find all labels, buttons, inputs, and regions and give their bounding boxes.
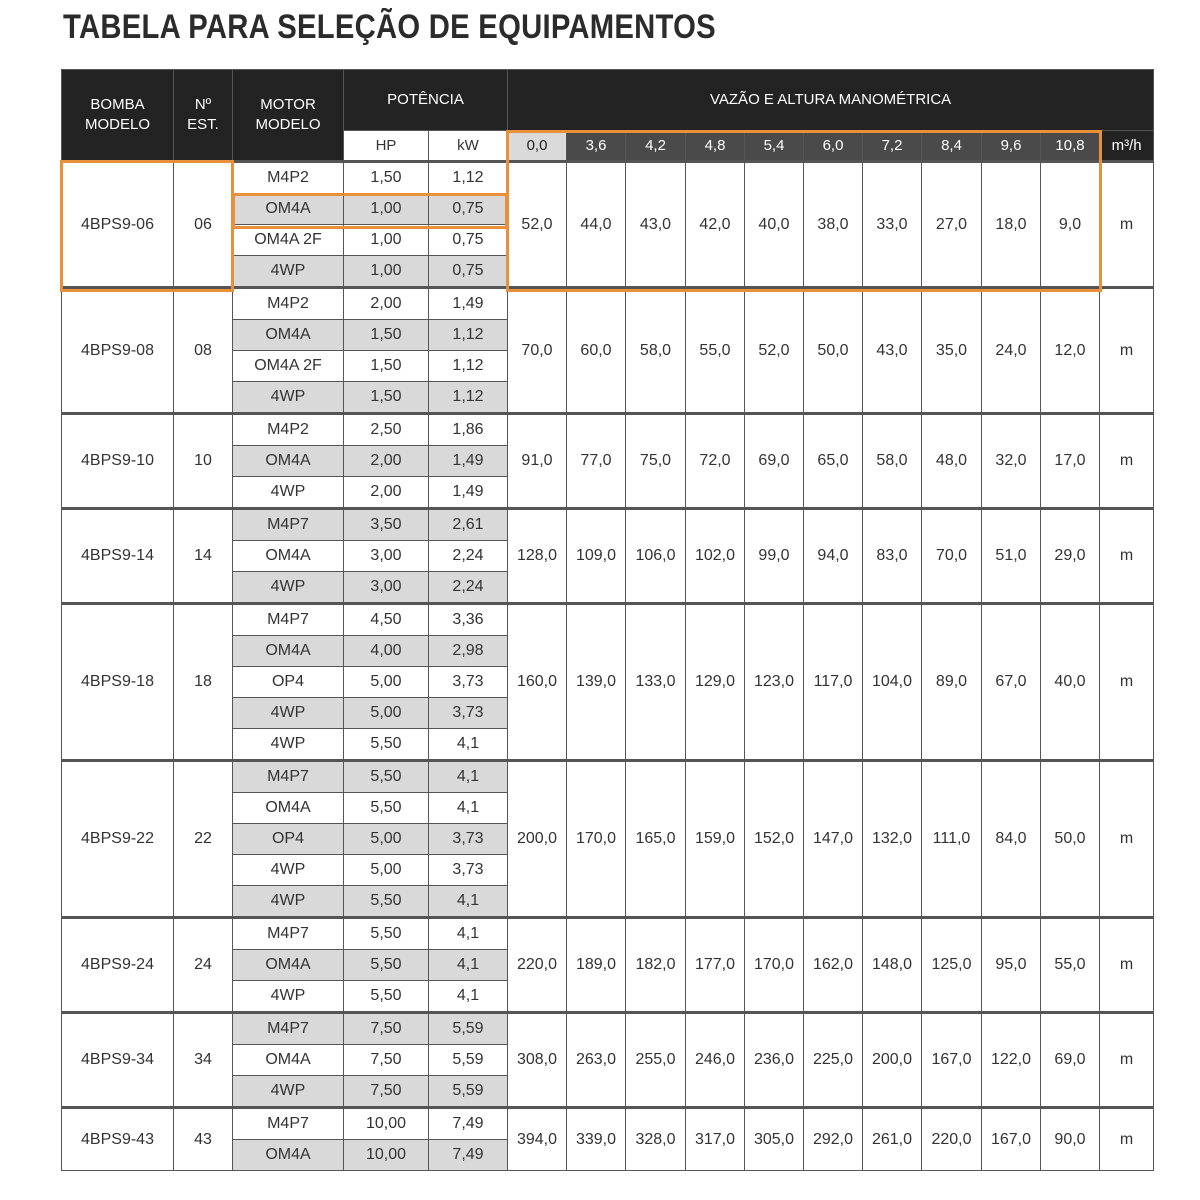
power-hp-cell: 10,00 (344, 1140, 429, 1171)
head-value-cell: 55,0 (1041, 918, 1100, 1013)
header-flow-4: 5,4 (745, 131, 804, 162)
power-kw-cell: 4,1 (429, 981, 508, 1013)
head-value-cell: 139,0 (567, 604, 626, 761)
motor-model-cell: M4P2 (233, 162, 344, 194)
power-kw-cell: 1,86 (429, 414, 508, 446)
motor-model-cell: M4P7 (233, 604, 344, 636)
stage-count-cell: 24 (174, 918, 233, 1013)
head-value-cell: 24,0 (982, 288, 1041, 414)
head-value-cell: 38,0 (804, 162, 863, 288)
power-hp-cell: 1,50 (344, 382, 429, 414)
head-value-cell: 40,0 (745, 162, 804, 288)
header-est-line2: EST. (187, 116, 219, 133)
head-value-cell: 160,0 (508, 604, 567, 761)
head-value-cell: 70,0 (922, 509, 982, 604)
motor-model-cell: 4WP (233, 477, 344, 509)
motor-model-cell: M4P7 (233, 1108, 344, 1140)
power-hp-cell: 7,50 (344, 1045, 429, 1076)
motor-model-cell: OM4A (233, 1045, 344, 1076)
head-value-cell: 132,0 (863, 761, 922, 918)
head-value-cell: 125,0 (922, 918, 982, 1013)
head-value-cell: 29,0 (1041, 509, 1100, 604)
power-hp-cell: 1,00 (344, 194, 429, 225)
head-value-cell: 90,0 (1041, 1108, 1100, 1171)
power-kw-cell: 1,49 (429, 446, 508, 477)
head-value-cell: 84,0 (982, 761, 1041, 918)
power-kw-cell: 4,1 (429, 761, 508, 793)
head-value-cell: 43,0 (626, 162, 686, 288)
head-value-cell: 189,0 (567, 918, 626, 1013)
motor-model-cell: OP4 (233, 667, 344, 698)
power-hp-cell: 5,50 (344, 793, 429, 824)
motor-model-cell: OM4A (233, 950, 344, 981)
head-value-cell: 261,0 (863, 1108, 922, 1171)
head-value-cell: 170,0 (745, 918, 804, 1013)
header-hp: HP (344, 131, 429, 162)
head-value-cell: 52,0 (745, 288, 804, 414)
head-unit-cell: m (1100, 761, 1154, 918)
power-kw-cell: 3,73 (429, 667, 508, 698)
table-row (62, 1013, 1154, 1045)
motor-model-cell: OM4A (233, 194, 344, 225)
power-kw-cell: 1,12 (429, 351, 508, 382)
power-hp-cell: 10,00 (344, 1108, 429, 1140)
power-hp-cell: 5,50 (344, 918, 429, 950)
power-kw-cell: 4,1 (429, 950, 508, 981)
head-value-cell: 43,0 (863, 288, 922, 414)
head-value-cell: 246,0 (686, 1013, 745, 1108)
power-hp-cell: 5,50 (344, 761, 429, 793)
head-value-cell: 129,0 (686, 604, 745, 761)
motor-model-cell: 4WP (233, 256, 344, 288)
table-row (62, 918, 1154, 950)
power-kw-cell: 1,49 (429, 288, 508, 320)
power-hp-cell: 3,00 (344, 541, 429, 572)
head-value-cell: 42,0 (686, 162, 745, 288)
head-unit-cell: m (1100, 1013, 1154, 1108)
motor-model-cell: 4WP (233, 886, 344, 918)
motor-model-cell: M4P2 (233, 288, 344, 320)
head-value-cell: 162,0 (804, 918, 863, 1013)
head-value-cell: 12,0 (1041, 288, 1100, 414)
table-row (62, 761, 1154, 793)
head-value-cell: 308,0 (508, 1013, 567, 1108)
power-hp-cell: 7,50 (344, 1013, 429, 1045)
power-hp-cell: 5,50 (344, 981, 429, 1013)
head-value-cell: 159,0 (686, 761, 745, 918)
power-hp-cell: 3,00 (344, 572, 429, 604)
power-kw-cell: 2,61 (429, 509, 508, 541)
power-hp-cell: 1,50 (344, 162, 429, 194)
header-motor-line1: MOTOR (260, 96, 316, 113)
stage-count-cell: 22 (174, 761, 233, 918)
power-hp-cell: 1,50 (344, 320, 429, 351)
header-flow-5: 6,0 (804, 131, 863, 162)
stage-count-cell: 10 (174, 414, 233, 509)
head-value-cell: 339,0 (567, 1108, 626, 1171)
head-value-cell: 27,0 (922, 162, 982, 288)
head-value-cell: 95,0 (982, 918, 1041, 1013)
motor-model-cell: 4WP (233, 1076, 344, 1108)
head-value-cell: 83,0 (863, 509, 922, 604)
head-value-cell: 328,0 (626, 1108, 686, 1171)
motor-model-cell: 4WP (233, 382, 344, 414)
head-unit-cell: m (1100, 288, 1154, 414)
power-hp-cell: 7,50 (344, 1076, 429, 1108)
motor-model-cell: OM4A (233, 793, 344, 824)
head-value-cell: 9,0 (1041, 162, 1100, 288)
stage-count-cell: 06 (174, 162, 233, 288)
header-bomba-line2: MODELO (84, 116, 150, 133)
stage-count-cell: 08 (174, 288, 233, 414)
stage-count-cell: 34 (174, 1013, 233, 1108)
head-value-cell: 104,0 (863, 604, 922, 761)
header-bomba-line1: BOMBA (90, 96, 145, 113)
power-kw-cell: 4,1 (429, 729, 508, 761)
power-hp-cell: 2,00 (344, 446, 429, 477)
head-value-cell: 106,0 (626, 509, 686, 604)
power-hp-cell: 5,50 (344, 886, 429, 918)
pump-model-cell: 4BPS9-06 (62, 162, 174, 288)
head-value-cell: 220,0 (508, 918, 567, 1013)
header-kw: kW (429, 131, 508, 162)
motor-model-cell: OM4A (233, 541, 344, 572)
head-value-cell: 177,0 (686, 918, 745, 1013)
head-value-cell: 40,0 (1041, 604, 1100, 761)
header-flow-2: 4,2 (626, 131, 686, 162)
head-value-cell: 52,0 (508, 162, 567, 288)
header-vazao: VAZÃO E ALTURA MANOMÉTRICA (508, 70, 1154, 131)
head-value-cell: 317,0 (686, 1108, 745, 1171)
power-kw-cell: 3,36 (429, 604, 508, 636)
head-value-cell: 117,0 (804, 604, 863, 761)
head-value-cell: 263,0 (567, 1013, 626, 1108)
power-kw-cell: 7,49 (429, 1108, 508, 1140)
head-value-cell: 75,0 (626, 414, 686, 509)
power-kw-cell: 5,59 (429, 1076, 508, 1108)
power-hp-cell: 5,00 (344, 824, 429, 855)
power-kw-cell: 1,12 (429, 320, 508, 351)
table-row (62, 288, 1154, 320)
motor-model-cell: M4P7 (233, 1013, 344, 1045)
motor-model-cell: 4WP (233, 855, 344, 886)
head-value-cell: 147,0 (804, 761, 863, 918)
head-unit-cell: m (1100, 414, 1154, 509)
power-kw-cell: 5,59 (429, 1045, 508, 1076)
power-kw-cell: 3,73 (429, 855, 508, 886)
head-value-cell: 67,0 (982, 604, 1041, 761)
power-kw-cell: 5,59 (429, 1013, 508, 1045)
power-hp-cell: 4,50 (344, 604, 429, 636)
head-value-cell: 60,0 (567, 288, 626, 414)
power-kw-cell: 4,1 (429, 918, 508, 950)
power-kw-cell: 2,98 (429, 636, 508, 667)
header-flow-9: 10,8 (1041, 131, 1100, 162)
power-hp-cell: 5,00 (344, 698, 429, 729)
head-value-cell: 220,0 (922, 1108, 982, 1171)
head-value-cell: 305,0 (745, 1108, 804, 1171)
motor-model-cell: 4WP (233, 729, 344, 761)
table-row (62, 162, 1154, 194)
power-kw-cell: 1,49 (429, 477, 508, 509)
motor-model-cell: OM4A (233, 636, 344, 667)
head-value-cell: 72,0 (686, 414, 745, 509)
pump-model-cell: 4BPS9-24 (62, 918, 174, 1013)
motor-model-cell: OM4A 2F (233, 351, 344, 382)
head-value-cell: 255,0 (626, 1013, 686, 1108)
power-kw-cell: 0,75 (429, 256, 508, 288)
power-kw-cell: 3,73 (429, 824, 508, 855)
head-value-cell: 44,0 (567, 162, 626, 288)
power-kw-cell: 1,12 (429, 382, 508, 414)
head-value-cell: 51,0 (982, 509, 1041, 604)
motor-model-cell: 4WP (233, 981, 344, 1013)
power-kw-cell: 1,12 (429, 162, 508, 194)
head-value-cell: 48,0 (922, 414, 982, 509)
motor-model-cell: OM4A (233, 320, 344, 351)
head-value-cell: 182,0 (626, 918, 686, 1013)
motor-model-cell: 4WP (233, 698, 344, 729)
pump-model-cell: 4BPS9-14 (62, 509, 174, 604)
head-value-cell: 91,0 (508, 414, 567, 509)
head-value-cell: 128,0 (508, 509, 567, 604)
motor-model-cell: M4P7 (233, 509, 344, 541)
power-hp-cell: 2,00 (344, 288, 429, 320)
head-value-cell: 102,0 (686, 509, 745, 604)
power-hp-cell: 1,00 (344, 225, 429, 256)
header-motor-modelo (233, 70, 344, 162)
motor-model-cell: OM4A 2F (233, 225, 344, 256)
head-value-cell: 50,0 (804, 288, 863, 414)
power-kw-cell: 2,24 (429, 541, 508, 572)
pump-model-cell: 4BPS9-34 (62, 1013, 174, 1108)
power-hp-cell: 1,50 (344, 351, 429, 382)
head-value-cell: 200,0 (863, 1013, 922, 1108)
head-value-cell: 123,0 (745, 604, 804, 761)
motor-model-cell: M4P7 (233, 761, 344, 793)
power-kw-cell: 4,1 (429, 886, 508, 918)
head-value-cell: 133,0 (626, 604, 686, 761)
page-title: TABELA PARA SELEÇÃO DE EQUIPAMENTOS (63, 8, 716, 46)
header-n-est (174, 70, 233, 162)
power-kw-cell: 0,75 (429, 225, 508, 256)
pump-model-cell: 4BPS9-18 (62, 604, 174, 761)
stage-count-cell: 43 (174, 1108, 233, 1171)
head-unit-cell: m (1100, 162, 1154, 288)
power-kw-cell: 2,24 (429, 572, 508, 604)
power-kw-cell: 7,49 (429, 1140, 508, 1171)
head-value-cell: 292,0 (804, 1108, 863, 1171)
motor-model-cell: 4WP (233, 572, 344, 604)
power-hp-cell: 5,50 (344, 729, 429, 761)
head-value-cell: 167,0 (922, 1013, 982, 1108)
head-value-cell: 167,0 (982, 1108, 1041, 1171)
table-row (62, 1108, 1154, 1140)
motor-model-cell: M4P7 (233, 918, 344, 950)
power-hp-cell: 2,50 (344, 414, 429, 446)
header-flow-3: 4,8 (686, 131, 745, 162)
head-unit-cell: m (1100, 509, 1154, 604)
head-value-cell: 170,0 (567, 761, 626, 918)
head-value-cell: 200,0 (508, 761, 567, 918)
header-flow-6: 7,2 (863, 131, 922, 162)
head-value-cell: 58,0 (863, 414, 922, 509)
power-kw-cell: 4,1 (429, 793, 508, 824)
head-unit-cell: m (1100, 1108, 1154, 1171)
power-hp-cell: 5,00 (344, 855, 429, 886)
head-value-cell: 165,0 (626, 761, 686, 918)
pump-model-cell: 4BPS9-43 (62, 1108, 174, 1171)
table-row (62, 604, 1154, 636)
power-kw-cell: 0,75 (429, 194, 508, 225)
pump-model-cell: 4BPS9-08 (62, 288, 174, 414)
head-value-cell: 152,0 (745, 761, 804, 918)
head-unit-cell: m (1100, 918, 1154, 1013)
head-value-cell: 236,0 (745, 1013, 804, 1108)
equipment-selection-table (61, 69, 1154, 1171)
header-potencia: POTÊNCIA (344, 70, 508, 131)
power-hp-cell: 4,00 (344, 636, 429, 667)
head-value-cell: 225,0 (804, 1013, 863, 1108)
head-value-cell: 33,0 (863, 162, 922, 288)
power-hp-cell: 2,00 (344, 477, 429, 509)
head-value-cell: 69,0 (745, 414, 804, 509)
header-flow-8: 9,6 (982, 131, 1041, 162)
head-value-cell: 394,0 (508, 1108, 567, 1171)
header-est-line1: Nº (194, 96, 212, 113)
head-value-cell: 69,0 (1041, 1013, 1100, 1108)
head-value-cell: 18,0 (982, 162, 1041, 288)
motor-model-cell: OM4A (233, 446, 344, 477)
head-value-cell: 58,0 (626, 288, 686, 414)
header-flow-unit: m³/h (1100, 131, 1154, 162)
head-value-cell: 122,0 (982, 1013, 1041, 1108)
header-bomba-modelo (62, 70, 174, 162)
power-hp-cell: 5,50 (344, 950, 429, 981)
head-value-cell: 99,0 (745, 509, 804, 604)
head-value-cell: 32,0 (982, 414, 1041, 509)
head-value-cell: 70,0 (508, 288, 567, 414)
head-value-cell: 77,0 (567, 414, 626, 509)
pump-model-cell: 4BPS9-10 (62, 414, 174, 509)
head-value-cell: 17,0 (1041, 414, 1100, 509)
head-value-cell: 35,0 (922, 288, 982, 414)
head-unit-cell: m (1100, 604, 1154, 761)
motor-model-cell: OP4 (233, 824, 344, 855)
motor-model-cell: M4P2 (233, 414, 344, 446)
header-flow-1: 3,6 (567, 131, 626, 162)
head-value-cell: 109,0 (567, 509, 626, 604)
head-value-cell: 148,0 (863, 918, 922, 1013)
head-value-cell: 94,0 (804, 509, 863, 604)
table-row (62, 414, 1154, 446)
header-flow-0: 0,0 (508, 131, 567, 162)
stage-count-cell: 14 (174, 509, 233, 604)
power-hp-cell: 1,00 (344, 256, 429, 288)
head-value-cell: 55,0 (686, 288, 745, 414)
table-row (62, 509, 1154, 541)
head-value-cell: 65,0 (804, 414, 863, 509)
motor-model-cell: OM4A (233, 1140, 344, 1171)
pump-model-cell: 4BPS9-22 (62, 761, 174, 918)
power-kw-cell: 3,73 (429, 698, 508, 729)
header-flow-7: 8,4 (922, 131, 982, 162)
head-value-cell: 111,0 (922, 761, 982, 918)
power-hp-cell: 5,00 (344, 667, 429, 698)
power-hp-cell: 3,50 (344, 509, 429, 541)
head-value-cell: 50,0 (1041, 761, 1100, 918)
header-motor-line2: MODELO (255, 116, 321, 133)
head-value-cell: 89,0 (922, 604, 982, 761)
stage-count-cell: 18 (174, 604, 233, 761)
